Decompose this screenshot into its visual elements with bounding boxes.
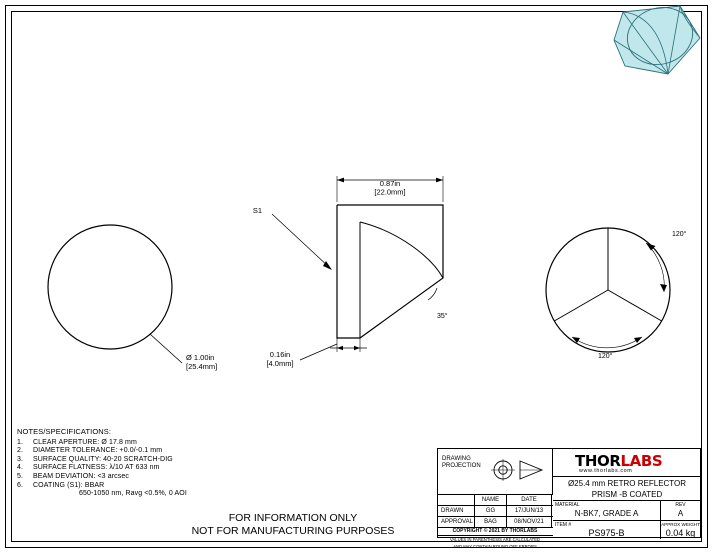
side-view-prism [269, 176, 443, 360]
notes-block [17, 428, 187, 499]
copyright-text: COPYRIGHT © 2021 BY THORLABS [452, 528, 538, 534]
note-item [17, 482, 187, 491]
name-header: NAME [475, 495, 507, 505]
note-text: DIAMETER TOLERANCE: +0.0/-0.1 mm [33, 447, 163, 455]
disclaimer-line-2: NOT FOR MANUFACTURING PURPOSES [191, 525, 395, 537]
dim-angle-side: 35° [437, 313, 448, 320]
role-header [438, 495, 475, 505]
material-label: MATERIAL [555, 502, 580, 508]
item-cell [553, 521, 661, 539]
dim-angle-bottom: 120° [598, 353, 613, 360]
item-row [553, 521, 701, 539]
first-angle-projection-icon [490, 457, 546, 485]
thorlabs-logo [553, 449, 701, 477]
dim-width-mm: [22.0mm] [374, 187, 406, 197]
signoff-row [438, 516, 553, 527]
rev-label: REV [675, 502, 686, 508]
disclaimer-block [148, 512, 438, 538]
material-cell [553, 501, 661, 520]
note-number: 6. [17, 481, 24, 489]
notes-title: NOTES/SPECIFICATIONS: [17, 427, 112, 436]
logo-labs-text: LABS [620, 452, 663, 470]
note-item [17, 473, 187, 482]
note-item [17, 456, 187, 465]
name-cell: BAG [475, 517, 507, 527]
front-view-circle [48, 225, 182, 363]
note-text: SURFACE FLATNESS: λ/10 AT 633 nm [33, 464, 160, 472]
part-description [553, 477, 701, 501]
projection-cell [438, 449, 553, 494]
title-block [437, 448, 701, 549]
role-cell: APPROVAL [438, 517, 475, 527]
material-value: N-BK7, GRADE A [574, 509, 639, 518]
item-value: PS975-B [588, 528, 625, 538]
logo-thor-text: THOR [575, 452, 621, 470]
date-header: DATE [507, 495, 552, 505]
note-item [17, 439, 187, 448]
note-text: SURFACE QUALITY: 40-20 SCRATCH-DIG [33, 455, 173, 463]
copyright-row [438, 527, 553, 535]
signoff-rows [438, 494, 553, 549]
dim-diameter-mm: [25.4mm] [186, 362, 218, 371]
note-number: 2. [17, 447, 24, 455]
title-block-right [553, 449, 701, 538]
projection-label: DRAWING PROJECTION [442, 456, 481, 469]
dim-thickness-mm: [4.0mm] [266, 359, 294, 368]
item-label: ITEM # [555, 522, 572, 528]
description-line-1: Ø25.4 mm RETRO REFLECTOR [567, 479, 687, 488]
disclaimer-line-1: FOR INFORMATION ONLY [228, 512, 358, 524]
dim-thickness-in: 0.16in [269, 350, 291, 359]
logo-url: www.thorlabs.com [579, 468, 633, 474]
roundoff-text [438, 536, 552, 549]
role-cell: DRAWN [438, 506, 475, 516]
description-line-2: PRISM -B COATED [591, 490, 663, 499]
note-item [17, 464, 187, 473]
note-number: 4. [17, 464, 24, 472]
note-text: BEAM DEVIATION: <3 arcsec [33, 472, 129, 480]
date-cell: 08/NOV/21 [507, 517, 552, 527]
note-number: 5. [17, 472, 24, 480]
rev-cell [661, 501, 700, 520]
signoff-row [438, 505, 553, 516]
rev-value: A [677, 509, 684, 518]
roundoff-row [438, 535, 553, 549]
roundoff-line-1: VALUES IN PARENTHESIS ARE CALCULATED [449, 537, 541, 542]
note-text: CLEAR APERTURE: Ø 17.8 mm [33, 438, 137, 446]
roundoff-line-2: AND MAY CONTAIN ROUND OFF ERRORS [453, 543, 537, 549]
dim-angle-top-right: 120° [672, 231, 687, 238]
note-number [17, 490, 33, 499]
isometric-view [614, 0, 700, 74]
note-number: 1. [17, 438, 24, 446]
name-cell: GG [475, 506, 507, 516]
note-text: 650-1050 nm, Ravg <0.5%, 0 AOI [79, 490, 187, 498]
material-row [553, 501, 701, 521]
weight-value: 0.04 kg [665, 528, 696, 538]
dim-width-in: 0.87in [379, 179, 401, 188]
weight-cell [661, 521, 700, 539]
note-number: 3. [17, 455, 24, 463]
note-item [17, 490, 187, 499]
note-text: COATING (S1): BBAR [33, 481, 105, 489]
dim-diameter-in: Ø 1.00in [186, 353, 215, 362]
label-s1: S1 [252, 206, 262, 215]
weight-label: APPROX WEIGHT [661, 522, 700, 527]
note-item [17, 447, 187, 456]
date-cell: 17/JUN/13 [507, 506, 552, 516]
rear-view-trihedral [546, 228, 670, 352]
signoff-header [438, 494, 553, 505]
notes-list [17, 439, 187, 499]
